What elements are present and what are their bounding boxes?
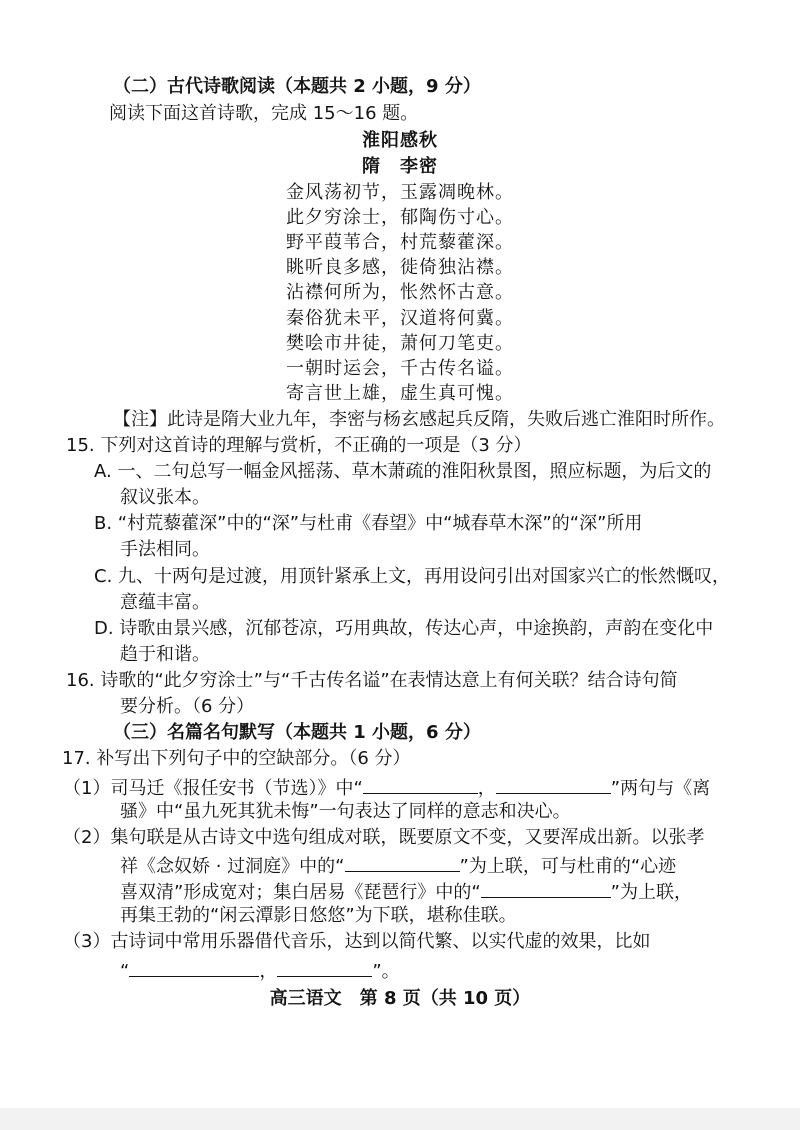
q15-option-b: B. “村荒藜藿深”中的“深”与杜甫《春望》中“城春草木深”的“深”所用 [94, 513, 643, 534]
answer-blank[interactable] [496, 773, 611, 794]
q17-item2-text: 祥《念奴娇 · 过洞庭》中的“ [120, 856, 345, 877]
poem-line: 眺听良多感，徙倚独沾襟。 [286, 257, 514, 278]
page-footer: 高三语文 第 8 页（共 10 页） [269, 988, 531, 1009]
poem-line: 樊哙市井徒，萧何刀笔吏。 [286, 333, 514, 354]
q17-item1-text: （1）司马迁《报任安书（节选）》中“ [63, 778, 363, 799]
q17-item2-line3 [120, 877, 692, 903]
q15-option-c: C. 九、十两句是过渡，用顶针紧承上文，再用设问引出对国家兴亡的怅然慨叹， [94, 566, 731, 587]
q17-item2-text-end: ”为上联， [610, 882, 692, 903]
q17-item2-text: 喜双清”形成宽对；集白居易《琵琶行》中的“ [120, 882, 481, 903]
q15-option-a: A. 一、二句总写一幅金风摇荡、草木萧疏的淮阳秋景图，照应标题，为后文的 [94, 461, 712, 482]
poem-line: 金风荡初节，玉露凋晚林。 [286, 182, 514, 203]
poem-line: 此夕穷涂士，郁陶伤寸心。 [286, 207, 514, 228]
quote-close: ”。 [372, 961, 400, 982]
q17-item2-line4: 再集王勃的“闲云潭影日悠悠”为下联，堪称佳联。 [120, 905, 517, 926]
poem-author: 隋 李密 [362, 156, 438, 177]
section3-heading: （三）名篇名句默写（本题共 1 小题，6 分） [113, 722, 481, 743]
poem-line: 沾襟何所为，怅然怀古意。 [286, 282, 514, 303]
answer-blank[interactable] [481, 877, 611, 898]
poem-line: 野平葭苇合，村荒藜藿深。 [286, 232, 514, 253]
q17-item2-line2 [120, 851, 676, 877]
q17-item2: （2）集句联是从古诗文中选句组成对联，既要原文不变，又要浑成出新。以张孝 [63, 827, 705, 848]
q17-stem: 17. 补写出下列句子中的空缺部分。（6 分） [62, 748, 411, 769]
q15-option-b-cont: 手法相同。 [120, 539, 210, 560]
answer-blank[interactable] [363, 773, 478, 794]
q17-item1 [63, 773, 710, 799]
q17-item1-cont: 骚》中“虽九死其犹未悔”一句表达了同样的意志和决心。 [120, 801, 571, 822]
answer-blank[interactable] [277, 956, 372, 977]
q15-option-d: D. 诗歌由景兴感，沉郁苍凉，巧用典故，传达心声，中途换韵，声韵在变化中 [94, 618, 714, 639]
poem-line: 寄言世上雄，虚生真可愧。 [286, 383, 514, 404]
answer-blank[interactable] [129, 956, 259, 977]
quote-open: “ [120, 961, 130, 982]
q15-option-a-cont: 叙议张本。 [120, 487, 210, 508]
poem-note: 【注】此诗是隋大业九年，李密与杨玄感起兵反隋，失败后逃亡淮阳时所作。 [113, 409, 725, 430]
q17-item3-line2 [120, 956, 400, 982]
poem-line: 秦俗犹未平，汉道将何冀。 [286, 308, 514, 329]
poem-line: 一朝时运会，千古传名谥。 [286, 358, 514, 379]
q15-option-c-cont: 意蕴丰富。 [120, 592, 210, 613]
answer-blank[interactable] [345, 851, 460, 872]
comma: ， [477, 778, 496, 799]
section2-heading: （二）古代诗歌阅读（本题共 2 小题，9 分） [113, 76, 481, 97]
q17-item3: （3）古诗词中常用乐器借代音乐，达到以简代繁、以实代虚的效果，比如 [63, 931, 651, 952]
q15-option-d-cont: 趋于和谐。 [120, 644, 210, 665]
poem-title: 淮阳感秋 [362, 130, 438, 151]
q17-item2-text-end: ”为上联，可与杜甫的“心迹 [459, 856, 677, 877]
q15-stem: 15. 下列对这首诗的理解与赏析，不正确的一项是（3 分） [66, 435, 532, 456]
q17-item1-text-end: ”两句与《离 [610, 778, 711, 799]
q16-stem-cont: 要分析。（6 分） [120, 696, 255, 717]
section2-instruction: 阅读下面这首诗歌，完成 15～16 题。 [109, 103, 419, 124]
q16-stem: 16. 诗歌的“此夕穷涂士”与“千古传名谥”在表情达意上有何关联？结合诗句简 [66, 670, 678, 691]
scan-edge [0, 1108, 800, 1130]
comma: ， [259, 961, 278, 982]
